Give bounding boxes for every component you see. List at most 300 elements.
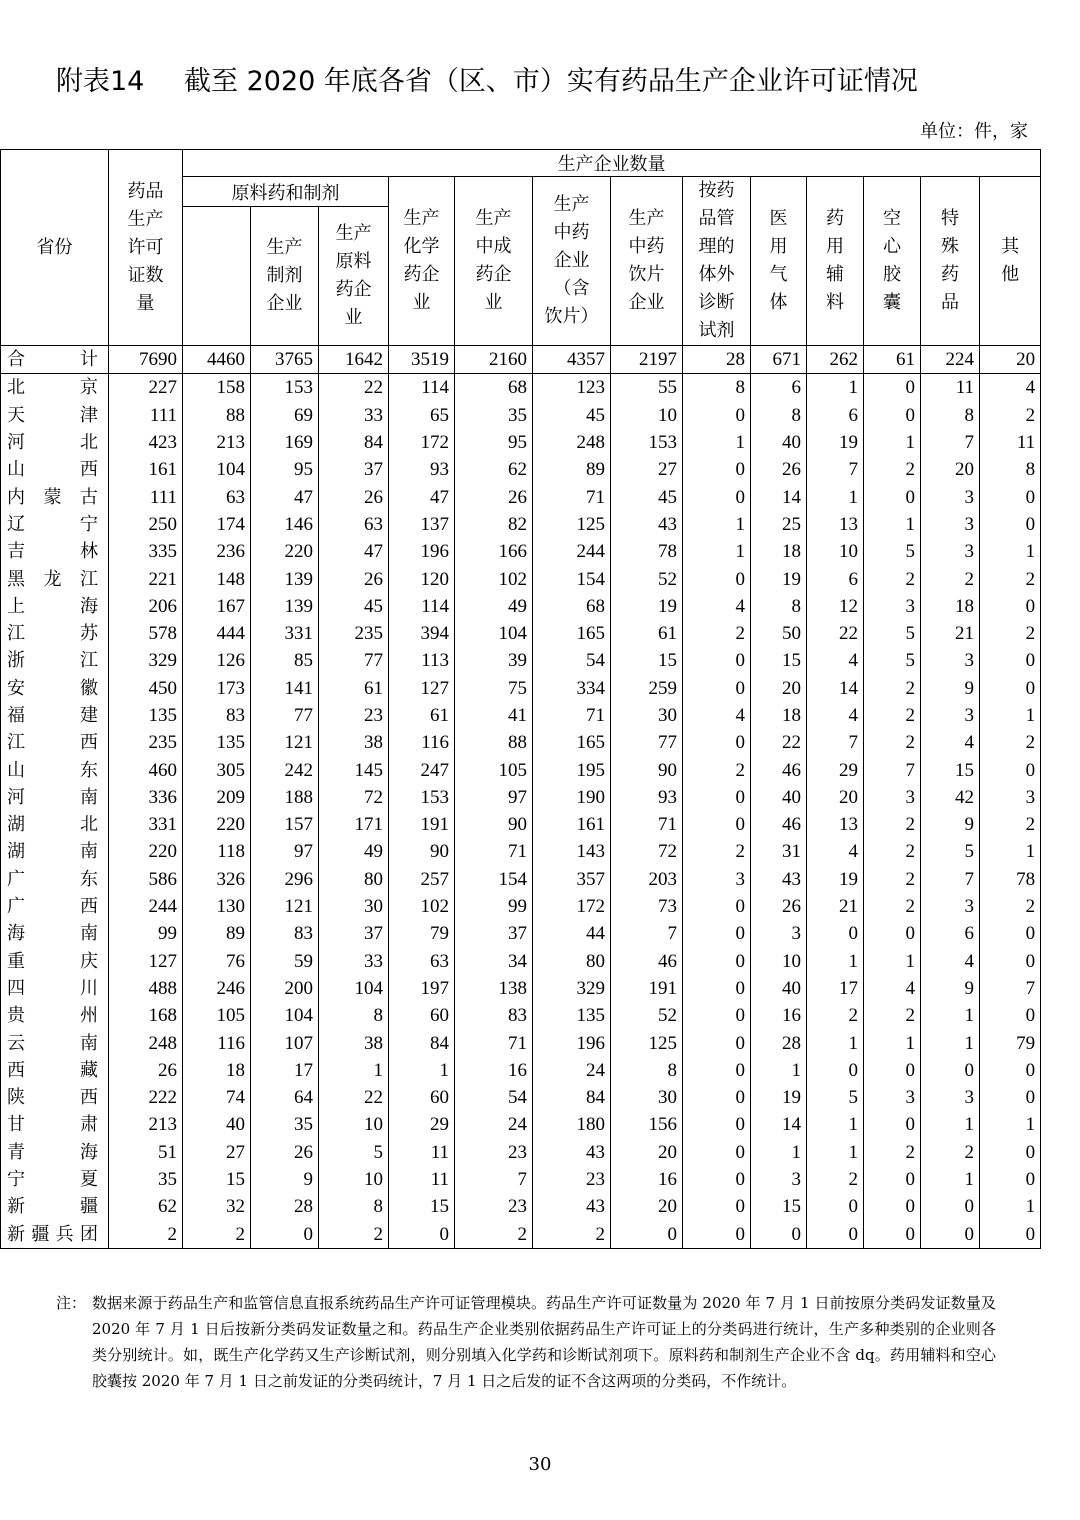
value-cell: 0 bbox=[864, 1057, 921, 1084]
value-cell: 84 bbox=[533, 1084, 611, 1111]
value-cell: 2 bbox=[319, 1221, 389, 1249]
value-cell: 235 bbox=[109, 729, 183, 756]
value-cell: 262 bbox=[807, 346, 864, 374]
value-cell: 85 bbox=[251, 647, 319, 674]
value-cell: 21 bbox=[921, 620, 980, 647]
table-number: 附表14 bbox=[56, 66, 145, 97]
value-cell: 49 bbox=[455, 593, 533, 620]
value-cell: 0 bbox=[389, 1221, 455, 1249]
value-cell: 357 bbox=[533, 866, 611, 893]
value-cell: 0 bbox=[921, 1221, 980, 1249]
value-cell: 47 bbox=[251, 483, 319, 510]
value-cell: 165 bbox=[533, 729, 611, 756]
value-cell: 6 bbox=[751, 374, 807, 402]
value-cell: 30 bbox=[319, 893, 389, 920]
value-cell: 113 bbox=[389, 647, 455, 674]
value-cell: 19 bbox=[611, 593, 683, 620]
value-cell: 141 bbox=[251, 675, 319, 702]
value-cell: 153 bbox=[389, 784, 455, 811]
value-cell: 0 bbox=[864, 1166, 921, 1193]
value-cell: 16 bbox=[751, 1002, 807, 1029]
value-cell: 135 bbox=[183, 729, 251, 756]
value-cell: 197 bbox=[389, 975, 455, 1002]
value-cell: 11 bbox=[389, 1166, 455, 1193]
value-cell: 73 bbox=[611, 893, 683, 920]
value-cell: 47 bbox=[389, 483, 455, 510]
value-cell: 61 bbox=[319, 675, 389, 702]
value-cell: 0 bbox=[683, 675, 751, 702]
value-cell: 329 bbox=[533, 975, 611, 1002]
value-cell: 11 bbox=[980, 429, 1041, 456]
value-cell: 60 bbox=[389, 1002, 455, 1029]
province-cell: 西藏 bbox=[1, 1057, 109, 1084]
province-cell: 山东 bbox=[1, 756, 109, 783]
value-cell: 2 bbox=[864, 456, 921, 483]
province-cell: 黑龙江 bbox=[1, 565, 109, 592]
value-cell: 29 bbox=[389, 1111, 455, 1138]
value-cell: 2 bbox=[864, 1002, 921, 1029]
value-cell: 165 bbox=[533, 620, 611, 647]
value-cell: 51 bbox=[109, 1139, 183, 1166]
value-cell: 1 bbox=[807, 483, 864, 510]
value-cell: 21 bbox=[807, 893, 864, 920]
province-cell: 辽宁 bbox=[1, 511, 109, 538]
value-cell: 236 bbox=[183, 538, 251, 565]
province-cell: 新疆 bbox=[1, 1193, 109, 1220]
value-cell: 195 bbox=[533, 756, 611, 783]
value-cell: 114 bbox=[389, 593, 455, 620]
value-cell: 161 bbox=[533, 811, 611, 838]
value-cell: 0 bbox=[980, 1084, 1041, 1111]
value-cell: 156 bbox=[611, 1111, 683, 1138]
value-cell: 235 bbox=[319, 620, 389, 647]
value-cell: 2 bbox=[864, 838, 921, 865]
value-cell: 180 bbox=[533, 1111, 611, 1138]
value-cell: 0 bbox=[980, 593, 1041, 620]
value-cell: 33 bbox=[319, 948, 389, 975]
value-cell: 62 bbox=[109, 1193, 183, 1220]
value-cell: 88 bbox=[455, 729, 533, 756]
header-excipient: 药 用 辅 料 bbox=[807, 177, 864, 346]
value-cell: 104 bbox=[455, 620, 533, 647]
province-cell: 上海 bbox=[1, 593, 109, 620]
value-cell: 84 bbox=[319, 429, 389, 456]
value-cell: 0 bbox=[980, 1166, 1041, 1193]
header-raw-and-prep-total bbox=[183, 207, 251, 346]
value-cell: 146 bbox=[251, 511, 319, 538]
value-cell: 1 bbox=[807, 1139, 864, 1166]
value-cell: 2 bbox=[864, 702, 921, 729]
value-cell: 13 bbox=[807, 811, 864, 838]
value-cell: 9 bbox=[921, 975, 980, 1002]
value-cell: 2 bbox=[864, 866, 921, 893]
value-cell: 0 bbox=[683, 1111, 751, 1138]
value-cell: 79 bbox=[389, 920, 455, 947]
value-cell: 0 bbox=[683, 402, 751, 429]
table-row bbox=[1, 838, 1041, 865]
value-cell: 0 bbox=[683, 1029, 751, 1056]
value-cell: 27 bbox=[611, 456, 683, 483]
value-cell: 114 bbox=[389, 374, 455, 402]
unit-note: 单位：件，家 bbox=[920, 121, 1028, 142]
value-cell: 242 bbox=[251, 756, 319, 783]
value-cell: 3 bbox=[864, 593, 921, 620]
value-cell: 2 bbox=[864, 1139, 921, 1166]
value-cell: 37 bbox=[319, 920, 389, 947]
value-cell: 0 bbox=[980, 483, 1041, 510]
value-cell: 10 bbox=[319, 1166, 389, 1193]
value-cell: 0 bbox=[683, 729, 751, 756]
province-cell: 新疆兵团 bbox=[1, 1221, 109, 1249]
province-cell: 天津 bbox=[1, 402, 109, 429]
header-license-count: 药品 生产 许可 证数 量 bbox=[109, 150, 183, 346]
value-cell: 3 bbox=[921, 1084, 980, 1111]
value-cell: 40 bbox=[183, 1111, 251, 1138]
value-cell: 0 bbox=[980, 675, 1041, 702]
value-cell: 5 bbox=[864, 647, 921, 674]
value-cell: 1 bbox=[980, 1193, 1041, 1220]
value-cell: 26 bbox=[251, 1139, 319, 1166]
value-cell: 7 bbox=[921, 866, 980, 893]
value-cell: 8 bbox=[683, 374, 751, 402]
value-cell: 28 bbox=[251, 1193, 319, 1220]
value-cell: 135 bbox=[109, 702, 183, 729]
value-cell: 93 bbox=[389, 456, 455, 483]
value-cell: 20 bbox=[611, 1139, 683, 1166]
province-cell: 河北 bbox=[1, 429, 109, 456]
value-cell: 250 bbox=[109, 511, 183, 538]
value-cell: 90 bbox=[611, 756, 683, 783]
value-cell: 17 bbox=[251, 1057, 319, 1084]
value-cell: 139 bbox=[251, 593, 319, 620]
table-row bbox=[1, 1057, 1041, 1084]
value-cell: 16 bbox=[455, 1057, 533, 1084]
value-cell: 99 bbox=[109, 920, 183, 947]
table-row bbox=[1, 866, 1041, 893]
province-cell: 吉林 bbox=[1, 538, 109, 565]
value-cell: 450 bbox=[109, 675, 183, 702]
value-cell: 1 bbox=[864, 1029, 921, 1056]
value-cell: 7 bbox=[807, 729, 864, 756]
value-cell: 80 bbox=[533, 948, 611, 975]
table-row bbox=[1, 402, 1041, 429]
value-cell: 29 bbox=[807, 756, 864, 783]
value-cell: 84 bbox=[389, 1029, 455, 1056]
value-cell: 71 bbox=[455, 1029, 533, 1056]
value-cell: 61 bbox=[389, 702, 455, 729]
value-cell: 23 bbox=[455, 1139, 533, 1166]
value-cell: 18 bbox=[751, 538, 807, 565]
value-cell: 28 bbox=[751, 1029, 807, 1056]
value-cell: 1 bbox=[980, 702, 1041, 729]
value-cell: 13 bbox=[807, 511, 864, 538]
value-cell: 334 bbox=[533, 675, 611, 702]
value-cell: 43 bbox=[751, 866, 807, 893]
value-cell: 336 bbox=[109, 784, 183, 811]
province-cell: 云南 bbox=[1, 1029, 109, 1056]
value-cell: 127 bbox=[109, 948, 183, 975]
value-cell: 116 bbox=[389, 729, 455, 756]
value-cell: 30 bbox=[611, 1084, 683, 1111]
value-cell: 20 bbox=[751, 675, 807, 702]
value-cell: 2 bbox=[864, 811, 921, 838]
value-cell: 71 bbox=[611, 811, 683, 838]
value-cell: 80 bbox=[319, 866, 389, 893]
value-cell: 20 bbox=[611, 1193, 683, 1220]
value-cell: 90 bbox=[389, 838, 455, 865]
value-cell: 68 bbox=[455, 374, 533, 402]
value-cell: 224 bbox=[921, 346, 980, 374]
table-header bbox=[1, 150, 1041, 346]
value-cell: 0 bbox=[683, 1139, 751, 1166]
value-cell: 1 bbox=[864, 511, 921, 538]
value-cell: 50 bbox=[751, 620, 807, 647]
value-cell: 62 bbox=[455, 456, 533, 483]
value-cell: 0 bbox=[683, 948, 751, 975]
value-cell: 4 bbox=[683, 593, 751, 620]
value-cell: 130 bbox=[183, 893, 251, 920]
value-cell: 3 bbox=[751, 1166, 807, 1193]
value-cell: 1 bbox=[319, 1057, 389, 1084]
value-cell: 59 bbox=[251, 948, 319, 975]
value-cell: 45 bbox=[319, 593, 389, 620]
value-cell: 2 bbox=[683, 620, 751, 647]
value-cell: 8 bbox=[751, 593, 807, 620]
value-cell: 63 bbox=[389, 948, 455, 975]
province-cell: 广西 bbox=[1, 893, 109, 920]
value-cell: 111 bbox=[109, 483, 183, 510]
value-cell: 1 bbox=[980, 1111, 1041, 1138]
value-cell: 0 bbox=[807, 920, 864, 947]
value-cell: 120 bbox=[389, 565, 455, 592]
value-cell: 3 bbox=[921, 538, 980, 565]
value-cell: 227 bbox=[109, 374, 183, 402]
value-cell: 1642 bbox=[319, 346, 389, 374]
table-title-text: 截至 2020 年底各省（区、市）实有药品生产企业许可证情况 bbox=[184, 66, 918, 97]
table-row bbox=[1, 811, 1041, 838]
value-cell: 97 bbox=[455, 784, 533, 811]
value-cell: 37 bbox=[455, 920, 533, 947]
value-cell: 1 bbox=[980, 538, 1041, 565]
table-row bbox=[1, 920, 1041, 947]
value-cell: 24 bbox=[455, 1111, 533, 1138]
value-cell: 127 bbox=[389, 675, 455, 702]
value-cell: 3519 bbox=[389, 346, 455, 374]
value-cell: 11 bbox=[921, 374, 980, 402]
value-cell: 15 bbox=[611, 647, 683, 674]
value-cell: 15 bbox=[751, 647, 807, 674]
value-cell: 28 bbox=[683, 346, 751, 374]
value-cell: 2 bbox=[109, 1221, 183, 1249]
value-cell: 4 bbox=[980, 374, 1041, 402]
value-cell: 3 bbox=[864, 1084, 921, 1111]
value-cell: 1 bbox=[921, 1166, 980, 1193]
value-cell: 44 bbox=[533, 920, 611, 947]
value-cell: 4460 bbox=[183, 346, 251, 374]
value-cell: 1 bbox=[683, 511, 751, 538]
province-cell: 四川 bbox=[1, 975, 109, 1002]
value-cell: 2160 bbox=[455, 346, 533, 374]
header-patent: 生产 中成 药企 业 bbox=[455, 177, 533, 346]
value-cell: 18 bbox=[921, 593, 980, 620]
value-cell: 41 bbox=[455, 702, 533, 729]
value-cell: 23 bbox=[319, 702, 389, 729]
value-cell: 158 bbox=[183, 374, 251, 402]
value-cell: 1 bbox=[389, 1057, 455, 1084]
value-cell: 43 bbox=[533, 1193, 611, 1220]
value-cell: 40 bbox=[751, 975, 807, 1002]
value-cell: 7 bbox=[980, 975, 1041, 1002]
table-row bbox=[1, 1111, 1041, 1138]
value-cell: 3 bbox=[921, 893, 980, 920]
value-cell: 2 bbox=[183, 1221, 251, 1249]
table-row bbox=[1, 784, 1041, 811]
value-cell: 18 bbox=[751, 702, 807, 729]
province-cell: 青海 bbox=[1, 1139, 109, 1166]
table-body bbox=[1, 346, 1041, 1249]
value-cell: 2 bbox=[980, 893, 1041, 920]
value-cell: 39 bbox=[455, 647, 533, 674]
table-row bbox=[1, 675, 1041, 702]
value-cell: 76 bbox=[183, 948, 251, 975]
value-cell: 394 bbox=[389, 620, 455, 647]
province-cell: 浙江 bbox=[1, 647, 109, 674]
value-cell: 82 bbox=[455, 511, 533, 538]
header-raw-and-prep: 原料药和制剂 bbox=[183, 177, 389, 207]
value-cell: 488 bbox=[109, 975, 183, 1002]
value-cell: 1 bbox=[921, 1029, 980, 1056]
value-cell: 331 bbox=[109, 811, 183, 838]
province-cell: 内蒙古 bbox=[1, 483, 109, 510]
value-cell: 0 bbox=[980, 756, 1041, 783]
value-cell: 0 bbox=[683, 920, 751, 947]
value-cell: 1 bbox=[683, 429, 751, 456]
value-cell: 3 bbox=[751, 920, 807, 947]
value-cell: 0 bbox=[980, 920, 1041, 947]
value-cell: 2 bbox=[980, 811, 1041, 838]
value-cell: 203 bbox=[611, 866, 683, 893]
value-cell: 78 bbox=[611, 538, 683, 565]
value-cell: 125 bbox=[533, 511, 611, 538]
table-row bbox=[1, 565, 1041, 592]
value-cell: 24 bbox=[533, 1057, 611, 1084]
province-cell: 湖南 bbox=[1, 838, 109, 865]
value-cell: 78 bbox=[980, 866, 1041, 893]
table-row bbox=[1, 756, 1041, 783]
total-row bbox=[1, 346, 1041, 374]
value-cell: 27 bbox=[183, 1139, 251, 1166]
value-cell: 7 bbox=[864, 756, 921, 783]
value-cell: 1 bbox=[807, 1111, 864, 1138]
value-cell: 0 bbox=[980, 1139, 1041, 1166]
value-cell: 586 bbox=[109, 866, 183, 893]
footnote-label: 注： bbox=[56, 1294, 87, 1312]
value-cell: 4 bbox=[683, 702, 751, 729]
value-cell: 1 bbox=[864, 948, 921, 975]
value-cell: 148 bbox=[183, 565, 251, 592]
value-cell: 166 bbox=[455, 538, 533, 565]
value-cell: 83 bbox=[183, 702, 251, 729]
value-cell: 19 bbox=[751, 565, 807, 592]
value-cell: 0 bbox=[683, 456, 751, 483]
value-cell: 10 bbox=[807, 538, 864, 565]
value-cell: 172 bbox=[389, 429, 455, 456]
value-cell: 220 bbox=[251, 538, 319, 565]
table-row bbox=[1, 620, 1041, 647]
province-cell: 江西 bbox=[1, 729, 109, 756]
value-cell: 168 bbox=[109, 1002, 183, 1029]
page-title bbox=[56, 62, 1036, 102]
value-cell: 26 bbox=[109, 1057, 183, 1084]
value-cell: 26 bbox=[455, 483, 533, 510]
value-cell: 2 bbox=[864, 729, 921, 756]
table-row bbox=[1, 429, 1041, 456]
value-cell: 244 bbox=[533, 538, 611, 565]
value-cell: 77 bbox=[251, 702, 319, 729]
header-slices: 生产 中药 饮片 企业 bbox=[611, 177, 683, 346]
value-cell: 126 bbox=[183, 647, 251, 674]
value-cell: 9 bbox=[921, 811, 980, 838]
value-cell: 196 bbox=[533, 1029, 611, 1056]
value-cell: 52 bbox=[611, 1002, 683, 1029]
province-cell: 重庆 bbox=[1, 948, 109, 975]
value-cell: 0 bbox=[864, 402, 921, 429]
header-other: 其 他 bbox=[980, 177, 1041, 346]
value-cell: 40 bbox=[751, 429, 807, 456]
header-province: 省份 bbox=[1, 150, 109, 346]
value-cell: 46 bbox=[751, 756, 807, 783]
value-cell: 61 bbox=[611, 620, 683, 647]
value-cell: 88 bbox=[183, 402, 251, 429]
value-cell: 83 bbox=[455, 1002, 533, 1029]
table-row bbox=[1, 647, 1041, 674]
header-special: 特 殊 药 品 bbox=[921, 177, 980, 346]
value-cell: 35 bbox=[455, 402, 533, 429]
value-cell: 209 bbox=[183, 784, 251, 811]
value-cell: 23 bbox=[533, 1166, 611, 1193]
value-cell: 0 bbox=[864, 1111, 921, 1138]
value-cell: 99 bbox=[455, 893, 533, 920]
value-cell: 71 bbox=[455, 838, 533, 865]
table-row bbox=[1, 1221, 1041, 1249]
value-cell: 3 bbox=[921, 483, 980, 510]
value-cell: 15 bbox=[183, 1166, 251, 1193]
value-cell: 19 bbox=[807, 866, 864, 893]
value-cell: 49 bbox=[319, 838, 389, 865]
value-cell: 116 bbox=[183, 1029, 251, 1056]
value-cell: 38 bbox=[319, 1029, 389, 1056]
value-cell: 95 bbox=[251, 456, 319, 483]
value-cell: 8 bbox=[319, 1002, 389, 1029]
value-cell: 2 bbox=[683, 756, 751, 783]
value-cell: 105 bbox=[183, 1002, 251, 1029]
value-cell: 329 bbox=[109, 647, 183, 674]
value-cell: 4 bbox=[864, 975, 921, 1002]
value-cell: 335 bbox=[109, 538, 183, 565]
province-cell: 甘肃 bbox=[1, 1111, 109, 1138]
table-row bbox=[1, 1029, 1041, 1056]
value-cell: 578 bbox=[109, 620, 183, 647]
value-cell: 15 bbox=[751, 1193, 807, 1220]
value-cell: 63 bbox=[183, 483, 251, 510]
table-row bbox=[1, 483, 1041, 510]
value-cell: 19 bbox=[807, 429, 864, 456]
value-cell: 2 bbox=[980, 565, 1041, 592]
value-cell: 139 bbox=[251, 565, 319, 592]
value-cell: 0 bbox=[921, 1193, 980, 1220]
value-cell: 0 bbox=[864, 1221, 921, 1249]
value-cell: 26 bbox=[319, 483, 389, 510]
